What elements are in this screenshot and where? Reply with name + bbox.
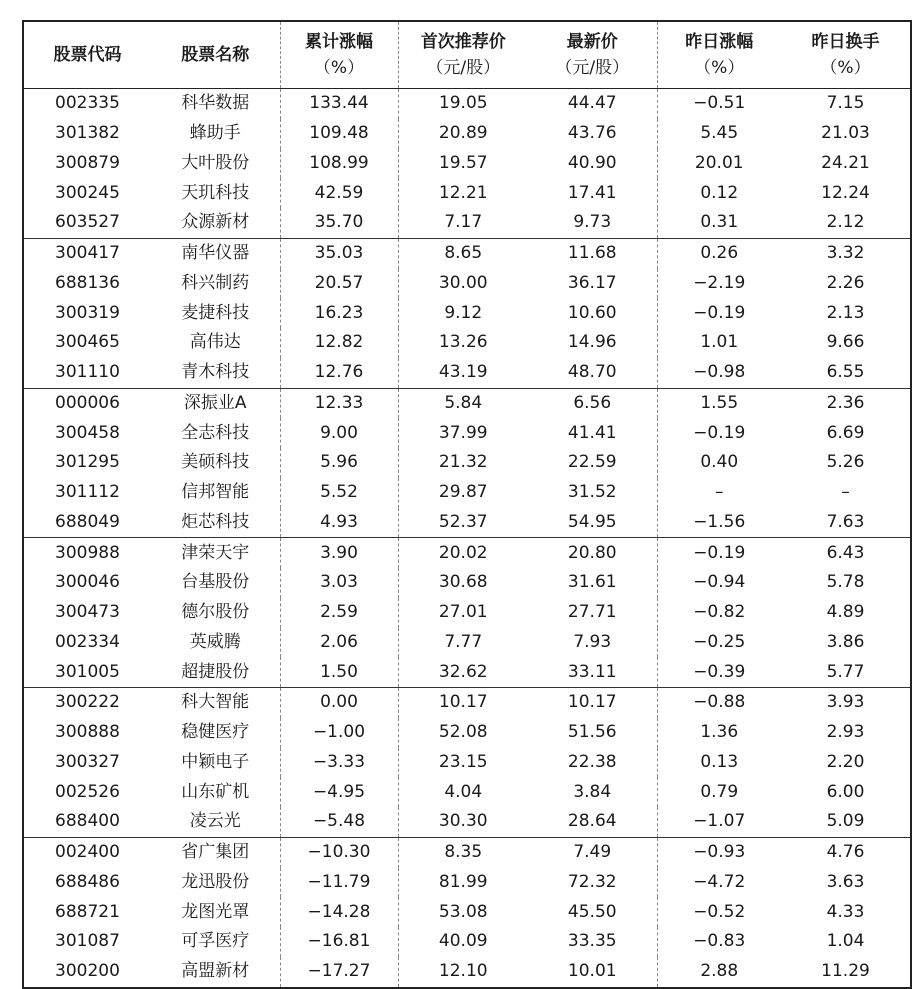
cell-latest-price: 7.49 xyxy=(573,842,612,863)
cell-latest-price: 10.01 xyxy=(567,961,617,982)
header-cumulative-gain-label: 累计涨幅 xyxy=(305,32,373,52)
cell-first-recommend-price: 21.32 xyxy=(438,452,488,473)
cell-yesterday-change: 0.31 xyxy=(657,208,781,238)
cell-cumulative-gain: 12.76 xyxy=(280,358,398,388)
cell-yesterday-turnover: 11.29 xyxy=(821,961,870,982)
cell-yesterday-change: 1.01 xyxy=(657,328,781,358)
cell-yesterday-change: 2.88 xyxy=(657,957,781,988)
cell-stock-name: 青木科技 xyxy=(151,358,280,388)
cell-yesterday-turnover: – xyxy=(841,482,850,503)
table-row xyxy=(23,208,911,238)
cell-stock-code: 002335 xyxy=(55,93,120,114)
cell-yesterday-turnover: 5.78 xyxy=(826,572,865,593)
cell-yesterday-change: −0.52 xyxy=(657,897,781,927)
cell-yesterday-change: −4.72 xyxy=(657,868,781,898)
table-row xyxy=(23,868,911,898)
cell-cumulative-gain: 3.03 xyxy=(280,568,398,598)
cell-latest-price: 9.73 xyxy=(528,208,657,238)
cell-latest-price: 44.47 xyxy=(567,93,617,114)
cell-yesterday-change: −0.82 xyxy=(657,598,781,628)
cell-stock-code: 688049 xyxy=(23,508,151,538)
table-row xyxy=(23,119,911,149)
cell-first-recommend-price: 52.37 xyxy=(398,508,528,538)
cell-cumulative-gain: 0.00 xyxy=(280,688,398,718)
cell-stock-code: 688486 xyxy=(55,871,120,892)
cell-yesterday-turnover: 6.43 xyxy=(826,542,865,563)
cell-stock-name: 省广集团 xyxy=(151,837,280,867)
cell-latest-price: 10.60 xyxy=(567,302,617,323)
header-yesterday-change-unit: （%） xyxy=(694,58,745,78)
cell-first-recommend-price: 23.15 xyxy=(438,751,488,772)
cell-latest-price: 3.84 xyxy=(573,781,612,802)
table-row xyxy=(23,598,911,628)
cell-stock-name: 中颖电子 xyxy=(151,748,280,778)
cell-latest-price: 48.70 xyxy=(528,358,657,388)
cell-latest-price: 36.17 xyxy=(567,272,617,293)
cell-first-recommend-price: 4.04 xyxy=(444,781,483,802)
cell-yesterday-change: −0.94 xyxy=(657,568,781,598)
cell-yesterday-turnover: 5.77 xyxy=(781,657,911,687)
cell-cumulative-gain: −5.48 xyxy=(280,807,398,837)
table-row xyxy=(23,718,911,748)
cell-first-recommend-price: 19.57 xyxy=(438,152,488,173)
cell-latest-price: 17.41 xyxy=(567,182,617,203)
cell-first-recommend-price: 5.84 xyxy=(444,392,483,413)
table-row xyxy=(23,388,911,418)
cell-yesterday-turnover: 2.20 xyxy=(826,751,865,772)
cell-stock-name: 可孚医疗 xyxy=(151,927,280,957)
cell-stock-name: 科兴制药 xyxy=(151,269,280,299)
header-first-recommend-price-label: 首次推荐价 xyxy=(420,32,506,52)
cell-stock-name: 德尔股份 xyxy=(151,598,280,628)
cell-yesterday-turnover: 7.63 xyxy=(781,508,911,538)
header-stock-code: 股票代码 xyxy=(23,21,151,89)
cell-latest-price: 33.11 xyxy=(528,657,657,687)
cell-latest-price: 51.56 xyxy=(567,722,617,743)
cell-first-recommend-price: 30.30 xyxy=(398,807,528,837)
table-row xyxy=(23,508,911,538)
cell-cumulative-gain: 2.06 xyxy=(280,628,398,658)
header-latest-price-label: 最新价 xyxy=(566,32,618,52)
cell-stock-code: 300046 xyxy=(55,572,120,593)
table-row xyxy=(23,178,911,208)
cell-stock-name: 蜂助手 xyxy=(151,119,280,149)
cell-yesterday-change: 1.55 xyxy=(657,388,781,418)
cell-first-recommend-price: 9.12 xyxy=(444,302,483,323)
cell-first-recommend-price: 13.26 xyxy=(438,332,488,353)
cell-latest-price: 22.59 xyxy=(567,452,617,473)
cell-stock-name: 麦捷科技 xyxy=(151,298,280,328)
cell-yesterday-turnover: 21.03 xyxy=(821,123,870,144)
cell-first-recommend-price: 32.62 xyxy=(398,657,528,687)
cell-latest-price: 27.71 xyxy=(567,602,617,623)
cell-latest-price: 31.61 xyxy=(567,572,617,593)
cell-latest-price: 20.80 xyxy=(567,542,617,563)
cell-yesterday-change: −0.83 xyxy=(657,927,781,957)
cell-first-recommend-price: 53.08 xyxy=(438,901,488,922)
table-row xyxy=(23,807,911,837)
cell-yesterday-turnover: 6.55 xyxy=(781,358,911,388)
cell-yesterday-change: – xyxy=(657,478,781,508)
cell-stock-code: 300879 xyxy=(55,152,120,173)
cell-stock-code: 300465 xyxy=(55,332,120,353)
stock-table xyxy=(22,20,912,989)
table-row xyxy=(23,358,911,388)
cell-stock-name: 超捷股份 xyxy=(151,657,280,687)
cell-stock-name: 美硕科技 xyxy=(151,448,280,478)
cell-latest-price: 28.64 xyxy=(528,807,657,837)
cell-latest-price: 33.35 xyxy=(567,931,617,952)
cell-stock-name: 科华数据 xyxy=(151,89,280,119)
cell-cumulative-gain: 5.96 xyxy=(280,448,398,478)
cell-stock-code: 300222 xyxy=(55,692,120,713)
cell-yesterday-turnover: 6.69 xyxy=(826,422,865,443)
cell-stock-code: 301112 xyxy=(55,482,120,503)
table-row xyxy=(23,269,911,299)
cell-stock-code: 300473 xyxy=(55,602,120,623)
cell-yesterday-turnover: 12.24 xyxy=(821,182,870,203)
cell-stock-code: 002334 xyxy=(55,631,120,652)
table-row xyxy=(23,927,911,957)
header-row xyxy=(23,21,911,89)
cell-first-recommend-price: 43.19 xyxy=(398,358,528,388)
cell-first-recommend-price: 20.89 xyxy=(438,123,488,144)
cell-yesterday-change: 20.01 xyxy=(657,149,781,179)
cell-stock-name: 大叶股份 xyxy=(151,149,280,179)
cell-yesterday-change: −0.25 xyxy=(657,628,781,658)
cell-cumulative-gain: −3.33 xyxy=(280,748,398,778)
cell-stock-name: 科大智能 xyxy=(151,688,280,718)
cell-stock-name: 天玑科技 xyxy=(151,178,280,208)
cell-cumulative-gain: 3.90 xyxy=(280,538,398,568)
table-row xyxy=(23,478,911,508)
cell-stock-code: 301110 xyxy=(23,358,151,388)
cell-yesterday-change: −2.19 xyxy=(657,269,781,299)
cell-yesterday-turnover: 5.09 xyxy=(781,807,911,837)
cell-stock-code: 688136 xyxy=(55,272,120,293)
cell-stock-name: 全志科技 xyxy=(151,418,280,448)
cell-cumulative-gain: −4.95 xyxy=(280,777,398,807)
header-latest-price xyxy=(528,21,657,89)
cell-stock-name: 英威腾 xyxy=(151,628,280,658)
cell-stock-code: 688721 xyxy=(55,901,120,922)
cell-yesterday-turnover: 7.15 xyxy=(826,93,865,114)
cell-latest-price: 14.96 xyxy=(567,332,617,353)
table-row xyxy=(23,568,911,598)
table-header xyxy=(23,21,911,89)
cell-first-recommend-price: 7.17 xyxy=(398,208,528,238)
cell-yesterday-change: 0.26 xyxy=(657,238,781,268)
cell-yesterday-change: −0.88 xyxy=(657,688,781,718)
cell-latest-price: 54.95 xyxy=(528,508,657,538)
header-yesterday-turnover xyxy=(781,21,911,89)
header-first-recommend-price xyxy=(398,21,528,89)
cell-yesterday-turnover: 3.93 xyxy=(826,692,865,713)
cell-yesterday-turnover: 24.21 xyxy=(821,152,870,173)
cell-first-recommend-price: 40.09 xyxy=(438,931,488,952)
cell-stock-code: 300988 xyxy=(55,542,120,563)
cell-stock-code: 300245 xyxy=(55,182,120,203)
cell-stock-code: 300319 xyxy=(55,302,120,323)
cell-cumulative-gain: 133.44 xyxy=(280,89,398,119)
cell-stock-code: 300888 xyxy=(55,722,120,743)
cell-first-recommend-price: 37.99 xyxy=(438,422,488,443)
cell-first-recommend-price: 81.99 xyxy=(438,871,488,892)
header-first-recommend-price-unit: （元/股） xyxy=(426,58,501,78)
cell-stock-code: 603527 xyxy=(23,208,151,238)
table-row xyxy=(23,89,911,119)
cell-cumulative-gain: 5.52 xyxy=(280,478,398,508)
cell-yesterday-change: −0.19 xyxy=(657,418,781,448)
cell-yesterday-change: −0.19 xyxy=(657,298,781,328)
header-yesterday-change xyxy=(657,21,781,89)
header-cumulative-gain-unit: （%） xyxy=(313,58,365,78)
cell-stock-code: 301087 xyxy=(55,931,120,952)
table-row xyxy=(23,538,911,568)
cell-yesterday-change: 0.12 xyxy=(657,178,781,208)
cell-latest-price: 40.90 xyxy=(567,152,617,173)
cell-yesterday-change: 0.13 xyxy=(657,748,781,778)
cell-latest-price: 45.50 xyxy=(567,901,617,922)
cell-yesterday-turnover: 3.86 xyxy=(826,631,865,652)
cell-latest-price: 41.41 xyxy=(567,422,617,443)
cell-cumulative-gain: 109.48 xyxy=(280,119,398,149)
table-row xyxy=(23,418,911,448)
table-row xyxy=(23,628,911,658)
cell-first-recommend-price: 30.00 xyxy=(438,272,488,293)
cell-yesterday-change: −0.51 xyxy=(657,89,781,119)
cell-stock-code: 301005 xyxy=(23,657,151,687)
cell-cumulative-gain: −16.81 xyxy=(280,927,398,957)
cell-latest-price: 6.56 xyxy=(573,392,612,413)
cell-latest-price: 31.52 xyxy=(567,482,617,503)
cell-cumulative-gain: 4.93 xyxy=(280,508,398,538)
cell-cumulative-gain: −17.27 xyxy=(280,957,398,988)
cell-cumulative-gain: 16.23 xyxy=(280,298,398,328)
cell-cumulative-gain: 20.57 xyxy=(280,269,398,299)
cell-yesterday-turnover: 2.26 xyxy=(826,272,865,293)
cell-latest-price: 7.93 xyxy=(573,631,612,652)
cell-yesterday-turnover: 9.66 xyxy=(826,332,865,353)
cell-stock-name: 深振业A xyxy=(151,388,280,418)
cell-stock-code: 300417 xyxy=(55,243,120,264)
cell-first-recommend-price: 29.87 xyxy=(438,482,488,503)
table-row xyxy=(23,238,911,268)
cell-first-recommend-price: 12.21 xyxy=(438,182,488,203)
cell-yesterday-turnover: 3.32 xyxy=(826,243,865,264)
cell-stock-name: 众源新材 xyxy=(151,208,280,238)
cell-yesterday-turnover: 4.76 xyxy=(826,842,865,863)
cell-cumulative-gain: 35.70 xyxy=(280,208,398,238)
cell-stock-name: 信邦智能 xyxy=(151,478,280,508)
cell-yesterday-change: 0.79 xyxy=(657,777,781,807)
cell-yesterday-change: −0.98 xyxy=(657,358,781,388)
cell-cumulative-gain: −10.30 xyxy=(280,837,398,867)
table-body xyxy=(23,89,911,988)
header-yesterday-turnover-unit: （%） xyxy=(820,58,871,78)
cell-stock-name: 台基股份 xyxy=(151,568,280,598)
cell-yesterday-turnover: 1.04 xyxy=(826,931,865,952)
cell-stock-code: 002526 xyxy=(55,781,120,802)
cell-first-recommend-price: 8.65 xyxy=(444,243,483,264)
cell-stock-code: 300200 xyxy=(55,961,120,982)
cell-yesterday-change: 1.36 xyxy=(657,718,781,748)
cell-latest-price: 43.76 xyxy=(567,123,617,144)
cell-latest-price: 72.32 xyxy=(567,871,617,892)
cell-yesterday-turnover: 5.26 xyxy=(826,452,865,473)
cell-yesterday-turnover: 6.00 xyxy=(826,781,865,802)
cell-first-recommend-price: 30.68 xyxy=(438,572,488,593)
cell-cumulative-gain: 12.82 xyxy=(280,328,398,358)
cell-cumulative-gain: 108.99 xyxy=(280,149,398,179)
cell-latest-price: 22.38 xyxy=(567,751,617,772)
header-cumulative-gain xyxy=(280,21,398,89)
cell-stock-name: 龙图光罩 xyxy=(151,897,280,927)
cell-cumulative-gain: −1.00 xyxy=(280,718,398,748)
header-stock-name: 股票名称 xyxy=(151,21,280,89)
table-row xyxy=(23,777,911,807)
cell-yesterday-turnover: 2.93 xyxy=(826,722,865,743)
cell-cumulative-gain: 12.33 xyxy=(280,388,398,418)
table-row xyxy=(23,897,911,927)
cell-stock-name: 龙迅股份 xyxy=(151,868,280,898)
header-yesterday-change-label: 昨日涨幅 xyxy=(685,32,754,52)
table-row xyxy=(23,298,911,328)
cell-first-recommend-price: 10.17 xyxy=(438,692,488,713)
cell-yesterday-change: −1.07 xyxy=(657,807,781,837)
cell-first-recommend-price: 12.10 xyxy=(438,961,488,982)
cell-stock-name: 高盟新材 xyxy=(151,957,280,988)
table-row xyxy=(23,149,911,179)
cell-yesterday-turnover: 4.89 xyxy=(826,602,865,623)
cell-yesterday-change: −1.56 xyxy=(657,508,781,538)
cell-stock-code: 300327 xyxy=(55,751,120,772)
cell-yesterday-turnover: 2.36 xyxy=(826,392,865,413)
cell-first-recommend-price: 8.35 xyxy=(444,842,483,863)
cell-stock-code: 301295 xyxy=(55,452,120,473)
table-row xyxy=(23,448,911,478)
cell-stock-name: 南华仪器 xyxy=(151,238,280,268)
cell-latest-price: 10.17 xyxy=(567,692,617,713)
cell-stock-code: 002400 xyxy=(55,842,120,863)
cell-yesterday-turnover: 2.13 xyxy=(826,302,865,323)
cell-cumulative-gain: 9.00 xyxy=(280,418,398,448)
cell-first-recommend-price: 7.77 xyxy=(444,631,483,652)
cell-yesterday-change: −0.93 xyxy=(657,837,781,867)
cell-yesterday-turnover: 3.63 xyxy=(826,871,865,892)
cell-yesterday-turnover: 4.33 xyxy=(826,901,865,922)
cell-cumulative-gain: 2.59 xyxy=(280,598,398,628)
cell-stock-name: 高伟达 xyxy=(151,328,280,358)
cell-first-recommend-price: 19.05 xyxy=(438,93,488,114)
cell-yesterday-change: −0.39 xyxy=(657,657,781,687)
cell-stock-name: 山东矿机 xyxy=(151,777,280,807)
cell-stock-code: 000006 xyxy=(55,392,120,413)
cell-first-recommend-price: 27.01 xyxy=(438,602,488,623)
cell-latest-price: 11.68 xyxy=(567,243,617,264)
table-row xyxy=(23,957,911,988)
cell-yesterday-change: 0.40 xyxy=(657,448,781,478)
cell-stock-name: 凌云光 xyxy=(151,807,280,837)
cell-stock-code: 300458 xyxy=(55,422,120,443)
header-latest-price-unit: （元/股） xyxy=(555,58,630,78)
cell-yesterday-turnover: 2.12 xyxy=(781,208,911,238)
header-yesterday-turnover-label: 昨日换手 xyxy=(811,32,880,52)
cell-yesterday-change: −0.19 xyxy=(657,538,781,568)
cell-first-recommend-price: 20.02 xyxy=(438,542,488,563)
cell-stock-name: 津荣天宇 xyxy=(151,538,280,568)
table-row xyxy=(23,657,911,687)
table-row xyxy=(23,748,911,778)
cell-cumulative-gain: −14.28 xyxy=(280,897,398,927)
cell-cumulative-gain: −11.79 xyxy=(280,868,398,898)
table-row xyxy=(23,328,911,358)
cell-stock-name: 炬芯科技 xyxy=(151,508,280,538)
cell-stock-code: 301382 xyxy=(55,123,120,144)
cell-first-recommend-price: 52.08 xyxy=(438,722,488,743)
cell-cumulative-gain: 1.50 xyxy=(280,657,398,687)
cell-stock-code: 688400 xyxy=(23,807,151,837)
table-row xyxy=(23,688,911,718)
table-row xyxy=(23,837,911,867)
cell-stock-name: 稳健医疗 xyxy=(151,718,280,748)
cell-cumulative-gain: 35.03 xyxy=(280,238,398,268)
cell-yesterday-change: 5.45 xyxy=(657,119,781,149)
cell-cumulative-gain: 42.59 xyxy=(280,178,398,208)
